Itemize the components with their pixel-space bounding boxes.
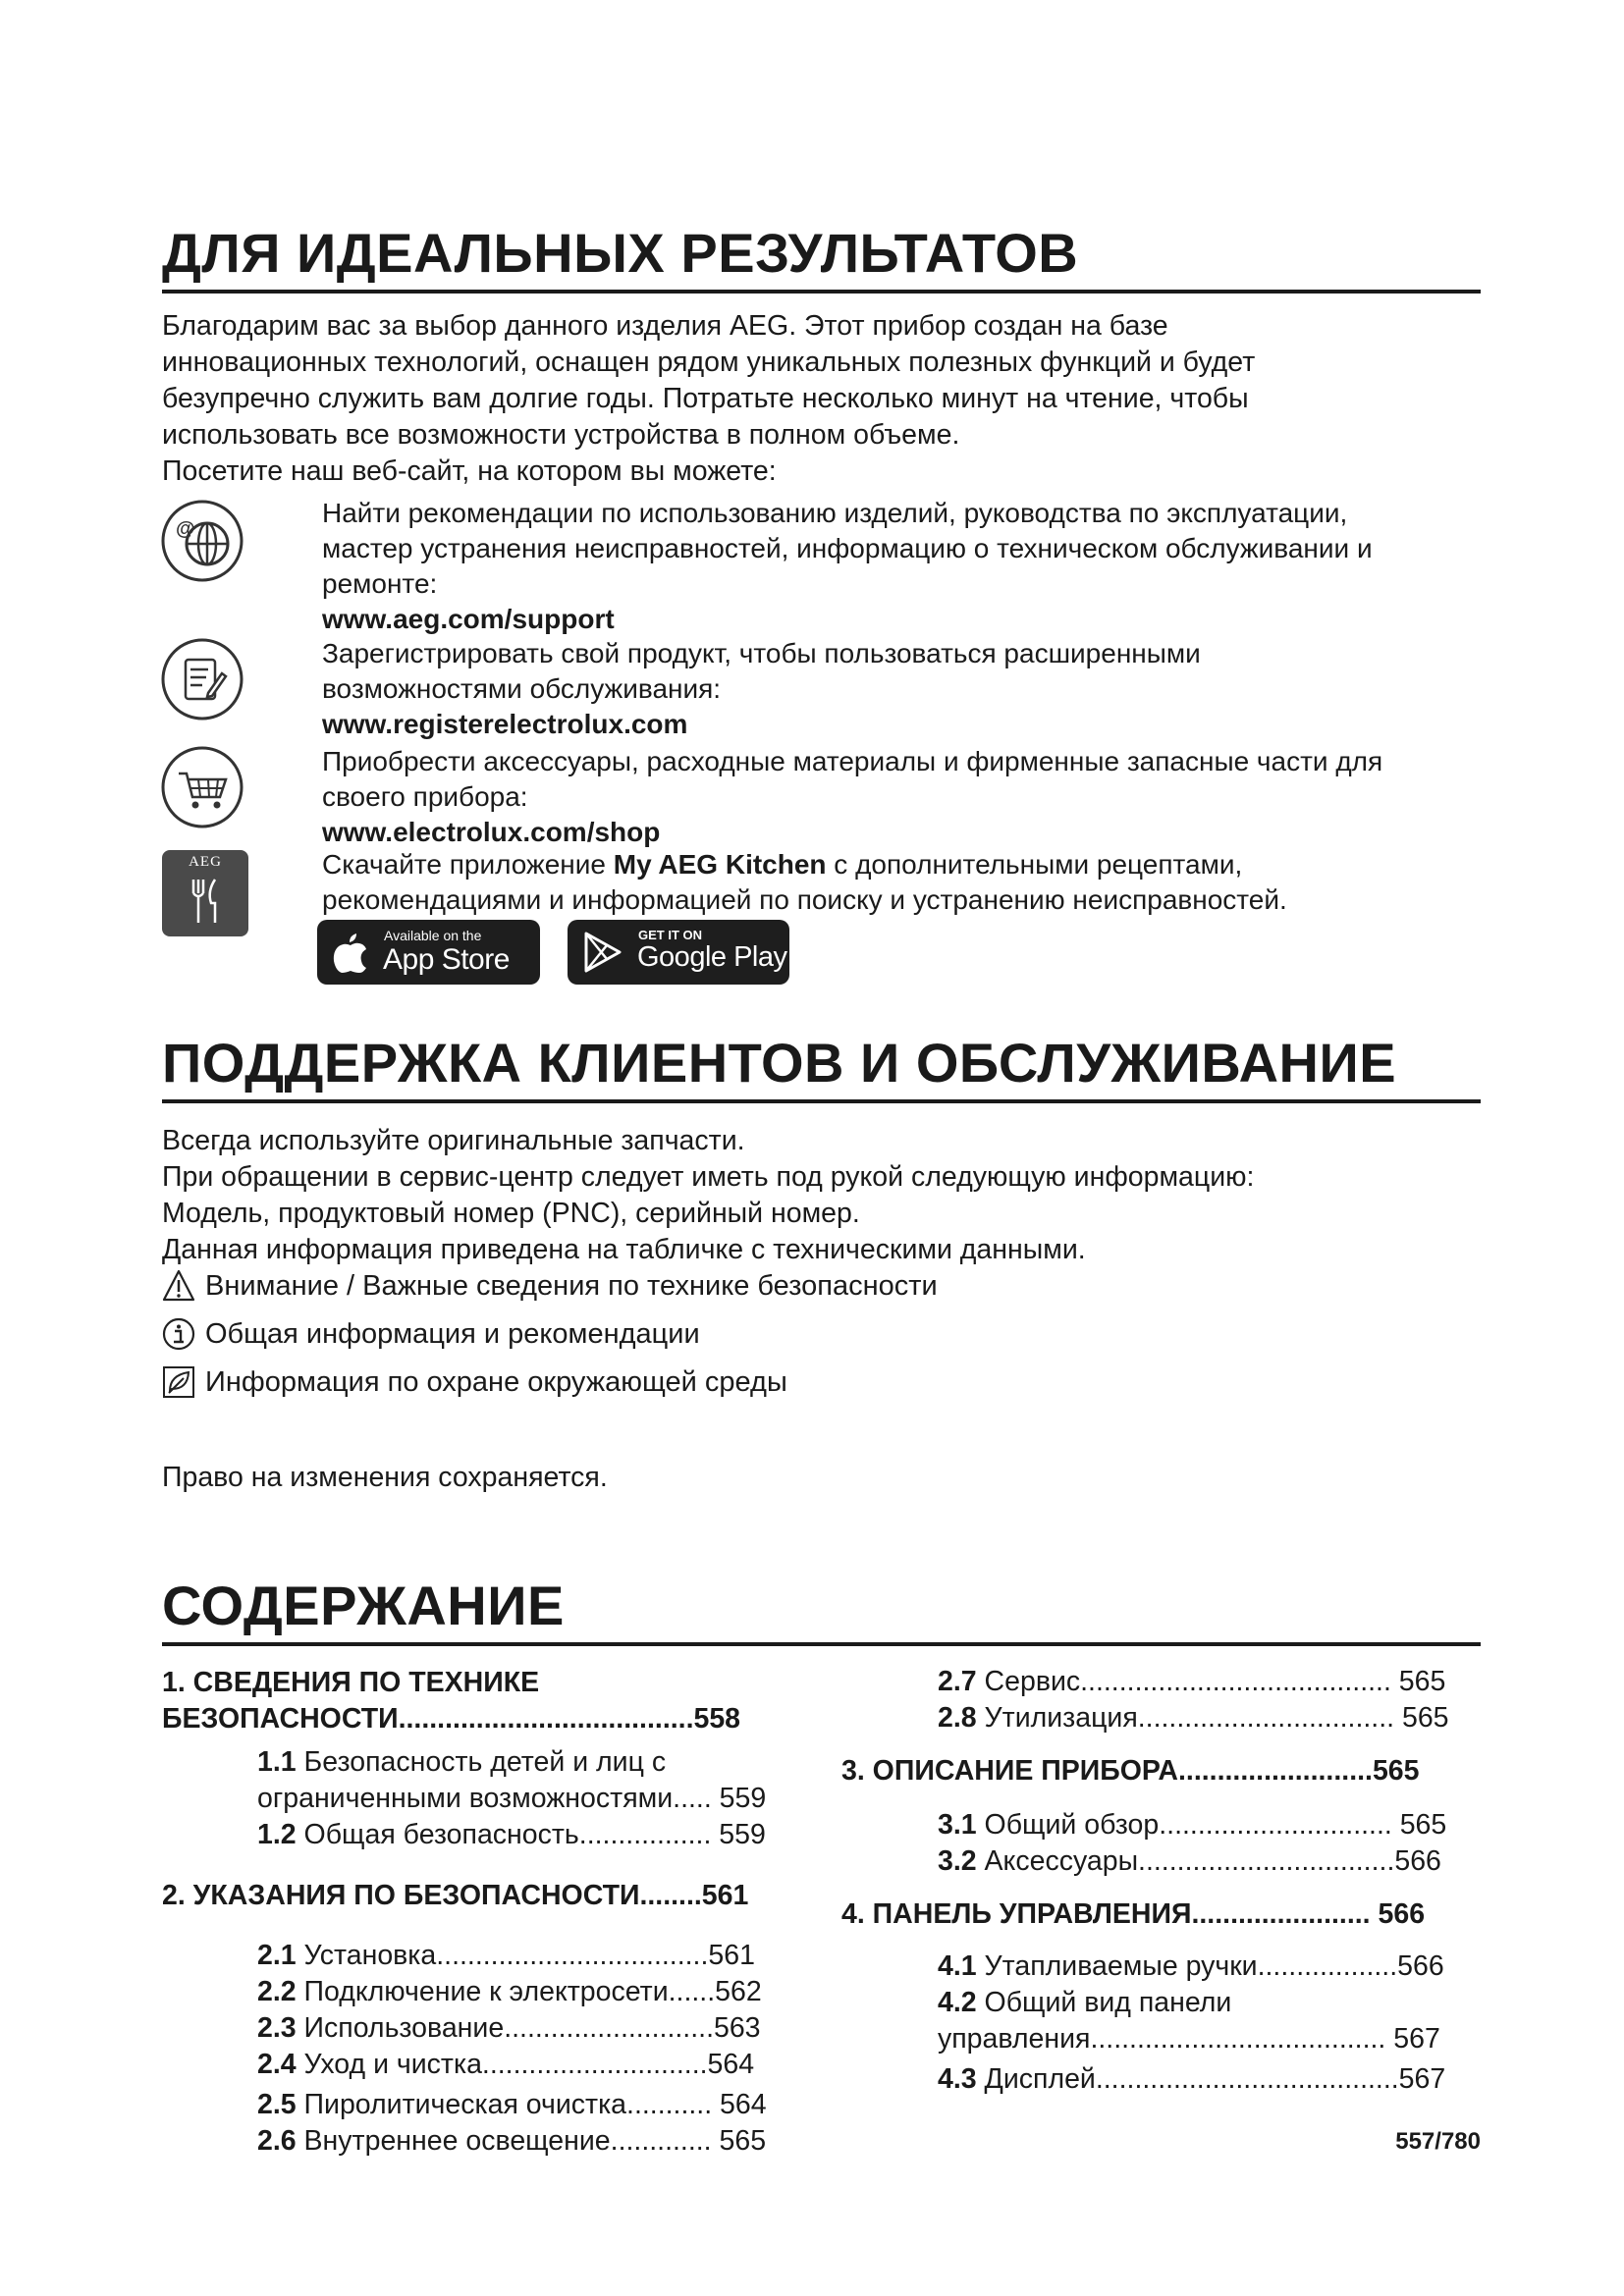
support-link[interactable]: www.aeg.com/support: [322, 604, 615, 634]
toc-entry-3-1[interactable]: 3.1 Общий обзор.............................. 565: [938, 1809, 1447, 1841]
toc-chapter-4[interactable]: 4. ПАНЕЛЬ УПРАВЛЕНИЯ....................... 566: [841, 1898, 1426, 1930]
apple-icon: [333, 932, 368, 973]
toc-entry-2-4[interactable]: 2.4 Уход и чистка.............................564: [257, 2049, 755, 2080]
section-title-customer-support: ПОДДЕРЖКА КЛИЕНТОВ И ОБСЛУЖИВАНИЕ: [162, 1032, 1397, 1094]
toc-entry-2-5[interactable]: 2.5 Пиролитическая очистка........... 564: [257, 2089, 767, 2120]
aeg-app-icon: [162, 850, 248, 936]
register-text: Зарегистрировать свой продукт, чтобы пользоваться расширенными возможностями обслуживания: www.registerelectrolux.com: [322, 636, 1201, 742]
leaf-icon: [162, 1365, 195, 1399]
rights-reserved-text: Право на изменения сохраняется.: [162, 1462, 608, 1493]
google-play-icon: [583, 932, 623, 973]
app-text: Скачайте приложение My AEG Kitchen с дополнительными рецептами, рекомендациями и информацией по поиску и устранению неисправностей.: [322, 849, 1287, 915]
legend-info: Общая информация и рекомендации: [162, 1317, 700, 1351]
toc-entry-2-8[interactable]: 2.8 Утилизация................................. 565: [938, 1702, 1449, 1734]
toc-entry-2-2[interactable]: 2.2 Подключение к электросети......562: [257, 1976, 762, 2007]
legend-warning: Внимание / Важные сведения по технике безопасности: [162, 1269, 938, 1303]
app-name: My AEG Kitchen: [613, 849, 827, 880]
title-rule: [162, 290, 1481, 294]
toc-entry-3-2[interactable]: 3.2 Аксессуары.................................566: [938, 1845, 1441, 1877]
shopping-cart-icon: [159, 744, 245, 830]
toc-chapter-1[interactable]: 1. СВЕДЕНИЯ ПО ТЕХНИКЕ БЕЗОПАСНОСТИ......................................558: [162, 1667, 741, 1735]
legend-environment: Информация по охране окружающей среды: [162, 1365, 787, 1399]
aeg-logo-label: AEG: [189, 854, 222, 870]
svg-text:@: @: [176, 518, 195, 540]
google-play-badge[interactable]: GET IT ON Google Play: [568, 920, 789, 985]
register-link[interactable]: www.registerelectrolux.com: [322, 709, 688, 739]
title-rule: [162, 1099, 1481, 1103]
toc-chapter-3[interactable]: 3. ОПИСАНИЕ ПРИБОРА.........................565: [841, 1755, 1420, 1787]
section-title-perfect-results: ДЛЯ ИДЕАЛЬНЫХ РЕЗУЛЬТАТОВ: [162, 222, 1079, 284]
toc-entry-1-1[interactable]: 1.1 Безопасность детей и лиц с ограниченными возможностями..... 559: [257, 1746, 767, 1814]
toc-chapter-2[interactable]: 2. УКАЗАНИЯ ПО БЕЗОПАСНОСТИ........561: [162, 1880, 749, 1911]
toc-entry-2-6[interactable]: 2.6 Внутреннее освещение............. 565: [257, 2125, 767, 2157]
section-title-contents: СОДЕРЖАНИЕ: [162, 1575, 565, 1636]
title-rule: [162, 1642, 1481, 1646]
toc-entry-1-2[interactable]: 1.2 Общая безопасность................. 559: [257, 1819, 766, 1850]
shop-link[interactable]: www.electrolux.com/shop: [322, 817, 661, 847]
toc-entry-4-3[interactable]: 4.3 Дисплей.......................................567: [938, 2063, 1446, 2095]
warning-triangle-icon: [162, 1269, 195, 1303]
shop-text: Приобрести аксессуары, расходные материалы и фирменные запасные части для своего прибора: www.electrolux.com/shop: [322, 744, 1382, 850]
info-icon: [162, 1317, 195, 1351]
toc-entry-4-2[interactable]: 4.2 Общий вид панели управления...................................... 567: [938, 1987, 1440, 2055]
app-store-badge[interactable]: Available on the App Store: [317, 920, 540, 985]
toc-entry-4-1[interactable]: 4.1 Утапливаемые ручки..................566: [938, 1950, 1444, 1982]
register-form-icon: [159, 636, 245, 722]
support-text: Найти рекомендации по использованию изделий, руководства по эксплуатации, мастер устранения неисправностей, информацию о техническом обслуживании и ремонте: www.aeg.com/support: [322, 496, 1373, 637]
globe-icon: [159, 498, 245, 584]
toc-entry-2-3[interactable]: 2.3 Использование...........................563: [257, 2012, 761, 2044]
intro-paragraph: Благодарим вас за выбор данного изделия AEG. Этот прибор создан на базе инновационных технологий, оснащен рядом уникальных полезных функций и будет безупречно служить вам долгие годы. Потратьте несколько минут на чтение, чтобы использовать все возможности устройства в полном объеме. Посетите наш веб-сайт, на котором вы можете:: [162, 310, 1256, 487]
support-paragraph: Всегда используйте оригинальные запчасти. При обращении в сервис-центр следует иметь под рукой следующую информацию: Модель, продуктовый номер (PNC), серийный номер. Данная информация приведена на табличке с техническими данными.: [162, 1125, 1255, 1265]
page-number: 557/780: [1395, 2128, 1481, 2155]
toc-entry-2-7[interactable]: 2.7 Сервис........................................ 565: [938, 1666, 1446, 1697]
toc-entry-2-1[interactable]: 2.1 Установка...................................561: [257, 1940, 755, 1971]
cutlery-icon: [188, 878, 223, 927]
